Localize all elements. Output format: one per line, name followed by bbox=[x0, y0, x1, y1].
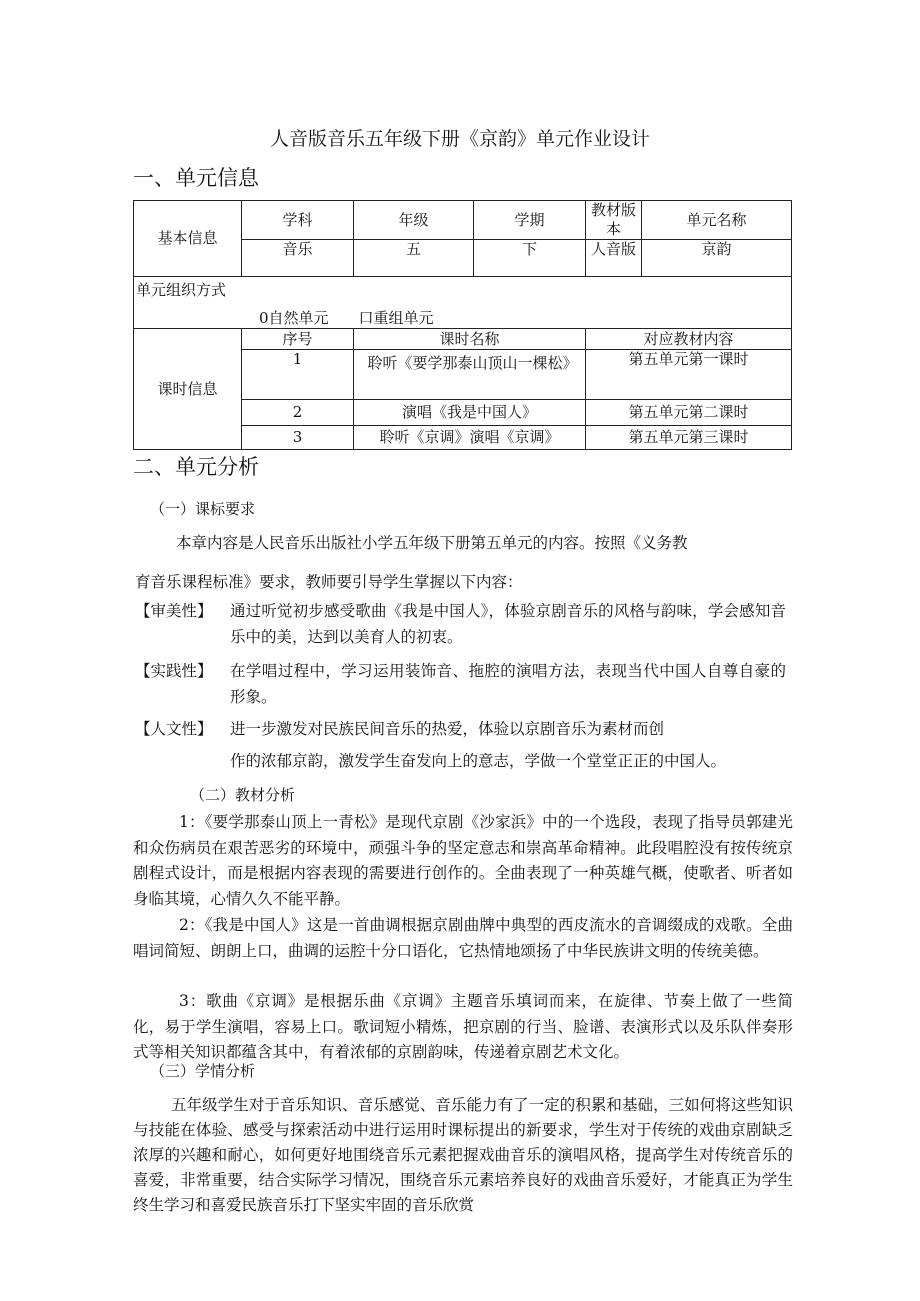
header-unit-name: 单元名称 bbox=[642, 201, 792, 240]
unit-organization-options: 0自然单元 口重组单元 bbox=[259, 309, 434, 327]
material-paragraph-2: 2：《我是中国人》这是一首曲调根据京剧曲牌中典型的西皮流水的音调缀成的戏歌。全曲唱词简短、朗朗上口，曲调的运腔十分口语化，它热情地颂扬了中华民族讲文明的传统美德。 bbox=[133, 916, 793, 960]
lesson-number: 3 bbox=[242, 426, 354, 450]
lesson-header-name: 课时名称 bbox=[354, 329, 586, 350]
basic-info-label: 基本信息 bbox=[134, 201, 242, 277]
header-subject: 学科 bbox=[242, 201, 354, 240]
header-grade: 年级 bbox=[354, 201, 474, 240]
value-term: 下 bbox=[474, 240, 586, 277]
lesson-name: 聆听《京调》演唱《京调》 bbox=[354, 426, 586, 450]
header-term: 学期 bbox=[474, 201, 586, 240]
document-title: 人音版音乐五年级下册《京韵》单元作业设计 bbox=[269, 128, 650, 150]
point-tag-practice: 【实践性】 bbox=[135, 662, 213, 680]
unit-organization-label: 单元组织方式 bbox=[136, 281, 227, 299]
intro-line-2: 育音乐课程标准》要求，教师要引导学生掌握以下内容： bbox=[135, 573, 523, 591]
value-grade: 五 bbox=[354, 240, 474, 277]
point-text-practice: 在学唱过程中，学习运用装饰音、拖腔的演唱方法，表现当代中国人自尊自豪的形象。 bbox=[230, 662, 786, 706]
section-heading-unit-info: 一、单元信息 bbox=[133, 166, 259, 190]
value-unit-name: 京韵 bbox=[642, 240, 792, 277]
point-text-humanity-2: 作的浓郁京韵，激发学生奋发向上的意志，学做一个堂堂正正的中国人。 bbox=[230, 752, 727, 770]
unit-organization-row bbox=[134, 277, 792, 329]
value-subject: 音乐 bbox=[242, 240, 354, 277]
subheading-curriculum: （一）课标要求 bbox=[150, 500, 256, 518]
intro-line-1: 本章内容是人民音乐出版社小学五年级下册第五单元的内容。按照《义务教 bbox=[176, 534, 688, 552]
subheading-material-analysis: （二）教材分析 bbox=[190, 786, 296, 804]
subheading-learner-analysis: （三）学情分析 bbox=[150, 1062, 256, 1080]
lesson-info-label: 课时信息 bbox=[134, 329, 242, 450]
material-paragraph-3: 3：歌曲《京调》是根据乐曲《京调》主题音乐填词而来，在旋律、节奏上做了一些简化，易于学生演唱，容易上口。歌词短小精炼，把京剧的行当、脸谱、表演形式以及乐队伴奏形式等相关知识都蕴含其中，有着浓郁的京剧韵味，传递着京剧艺术文化。 bbox=[133, 992, 793, 1061]
lesson-header-number: 序号 bbox=[242, 329, 354, 350]
point-text-aesthetic: 通过听觉初步感受歌曲《我是中国人》，体验京剧音乐的风格与韵味，学会感知音乐中的美，达到以美育人的初衷。 bbox=[230, 602, 786, 646]
unit-info-table bbox=[133, 200, 792, 450]
lesson-number: 1 bbox=[242, 350, 354, 400]
point-tag-humanity: 【人文性】 bbox=[135, 720, 213, 738]
lesson-number: 2 bbox=[242, 400, 354, 426]
lesson-content: 第五单元第二课时 bbox=[586, 400, 792, 426]
lesson-content: 第五单元第三课时 bbox=[586, 426, 792, 450]
lesson-name: 演唱《我是中国人》 bbox=[354, 400, 586, 426]
point-text-humanity-1: 进一步激发对民族民间音乐的热爱，体验以京剧音乐为素材而创 bbox=[230, 720, 665, 738]
header-edition: 教材版本 bbox=[586, 201, 642, 240]
lesson-name: 聆听《要学那泰山顶山一棵松》 bbox=[354, 350, 586, 400]
lesson-header-content: 对应教材内容 bbox=[586, 329, 792, 350]
material-paragraph-1: 1：《要学那泰山顶上一青松》是现代京剧《沙家浜》中的一个选段，表现了指导员郭建光和众伤病员在艰苦恶劣的环境中，顽强斗争的坚定意志和崇高革命精神。此段唱腔没有按传统京剧程式设计，而是根据内容表现的需要进行创作的。全曲表现了一种英雄气概，使歌者、听者如身临其境，心情久久不能平静。 bbox=[133, 813, 793, 908]
lesson-content: 第五单元第一课时 bbox=[586, 350, 792, 400]
point-tag-aesthetic: 【审美性】 bbox=[135, 602, 213, 620]
learner-paragraph: 五年级学生对于音乐知识、音乐感觉、音乐能力有了一定的积累和基础，三如何将这些知识与技能在体验、感受与探索活动中进行运用时课标提出的新要求，学生对于传统的戏曲京剧缺乏浓厚的兴趣和耐心，如何更好地围绕音乐元素把握戏曲音乐的演唱风格，提高学生对传统音乐的喜爱，非常重要，结合实际学习情况，围绕音乐元素培养良好的戏曲音乐爱好，才能真正为学生终生学习和喜爱民族音乐打下坚实牢固的音乐欣赏 bbox=[133, 1096, 793, 1214]
section-heading-unit-analysis: 二、单元分析 bbox=[133, 455, 259, 479]
value-edition: 人音版 bbox=[586, 240, 642, 277]
